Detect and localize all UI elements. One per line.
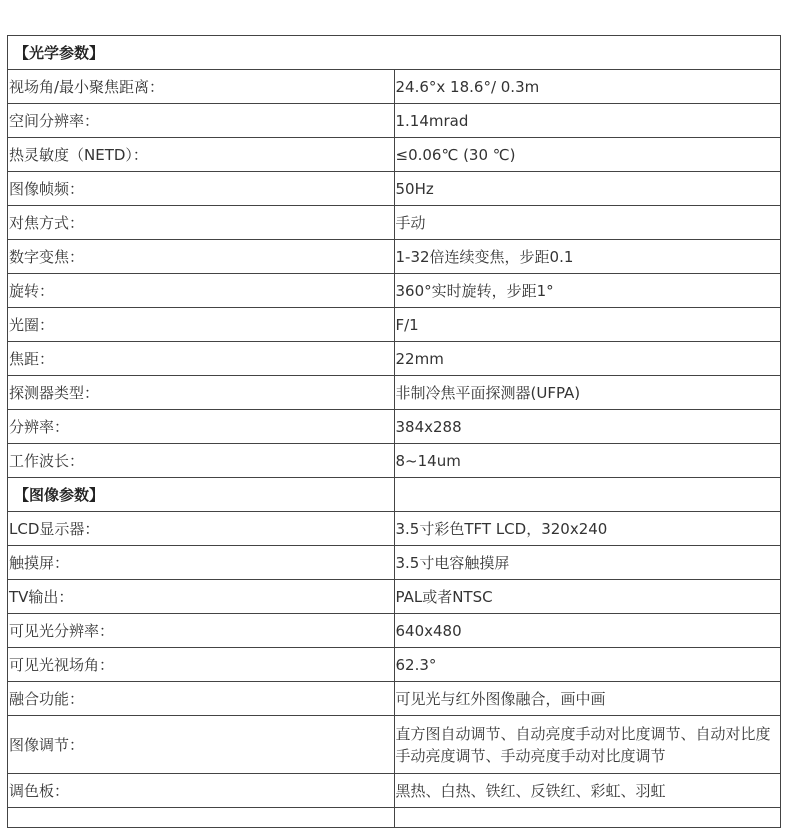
- spec-row: [8, 206, 781, 240]
- spec-table: [7, 35, 781, 828]
- spec-label: 空间分辨率：: [8, 104, 395, 138]
- spec-row: [8, 104, 781, 138]
- spec-row: [8, 682, 781, 716]
- spec-value: 50Hz: [394, 172, 781, 206]
- spec-value: 直方图自动调节、自动亮度手动对比度调节、自动对比度手动亮度调节、手动亮度手动对比度调节: [394, 716, 781, 774]
- spec-value: 3.5寸电容触摸屏: [394, 546, 781, 580]
- spec-value: 非制冷焦平面探测器(UFPA): [394, 376, 781, 410]
- spec-label: 可见光分辨率：: [8, 614, 395, 648]
- section-title-image: 【图像参数】: [8, 478, 395, 512]
- spec-value: 手动: [394, 206, 781, 240]
- spec-value: 可见光与红外图像融合，画中画: [394, 682, 781, 716]
- spec-label: 调色板：: [8, 774, 395, 808]
- spec-row: [8, 240, 781, 274]
- spec-value: ≤0.06℃ (30 ℃): [394, 138, 781, 172]
- spec-label: 旋转：: [8, 274, 395, 308]
- spec-label: 热灵敏度（NETD）：: [8, 138, 395, 172]
- section-header-row: [8, 478, 781, 512]
- spec-value: [394, 808, 781, 828]
- spec-row: [8, 716, 781, 774]
- spec-value: PAL或者NTSC: [394, 580, 781, 614]
- spec-label: LCD显示器：: [8, 512, 395, 546]
- spec-label: 焦距：: [8, 342, 395, 376]
- spec-label: 探测器类型：: [8, 376, 395, 410]
- spec-row: [8, 512, 781, 546]
- spec-label: 光圈：: [8, 308, 395, 342]
- section-header-row: [8, 36, 781, 70]
- spec-row: [8, 342, 781, 376]
- spec-value: 360°实时旋转，步距1°: [394, 274, 781, 308]
- spec-label: [8, 808, 395, 828]
- spec-label: 图像帧频：: [8, 172, 395, 206]
- spec-value: 62.3°: [394, 648, 781, 682]
- spec-row: [8, 546, 781, 580]
- spec-label: 图像调节：: [8, 716, 395, 774]
- spec-row: [8, 444, 781, 478]
- spec-value: 1-32倍连续变焦，步距0.1: [394, 240, 781, 274]
- spec-row: [8, 172, 781, 206]
- spec-value: F/1: [394, 308, 781, 342]
- spec-label: 可见光视场角：: [8, 648, 395, 682]
- spec-row: [8, 774, 781, 808]
- spec-label: TV输出：: [8, 580, 395, 614]
- spec-value: 3.5寸彩色TFT LCD，320x240: [394, 512, 781, 546]
- section-title-optical: 【光学参数】: [8, 36, 781, 70]
- spec-row: [8, 138, 781, 172]
- section-header-empty-cell: [394, 478, 781, 512]
- spec-label: 融合功能：: [8, 682, 395, 716]
- spec-label: 数字变焦：: [8, 240, 395, 274]
- spec-value: 22mm: [394, 342, 781, 376]
- spec-label: 工作波长：: [8, 444, 395, 478]
- spec-value: 黑热、白热、铁红、反铁红、彩虹、羽虹: [394, 774, 781, 808]
- spec-row: [8, 70, 781, 104]
- spec-value: 24.6°x 18.6°/ 0.3m: [394, 70, 781, 104]
- spec-label: 触摸屏：: [8, 546, 395, 580]
- spec-label: 对焦方式：: [8, 206, 395, 240]
- spec-value: 384x288: [394, 410, 781, 444]
- spec-label: 分辨率：: [8, 410, 395, 444]
- spec-row: [8, 410, 781, 444]
- spec-row: [8, 580, 781, 614]
- spec-value: 8~14um: [394, 444, 781, 478]
- spec-row: [8, 274, 781, 308]
- spec-row: [8, 808, 781, 828]
- spec-row: [8, 376, 781, 410]
- spec-value: 640x480: [394, 614, 781, 648]
- spec-label: 视场角/最小聚焦距离：: [8, 70, 395, 104]
- spec-value: 1.14mrad: [394, 104, 781, 138]
- spec-row: [8, 614, 781, 648]
- spec-row: [8, 308, 781, 342]
- spec-row: [8, 648, 781, 682]
